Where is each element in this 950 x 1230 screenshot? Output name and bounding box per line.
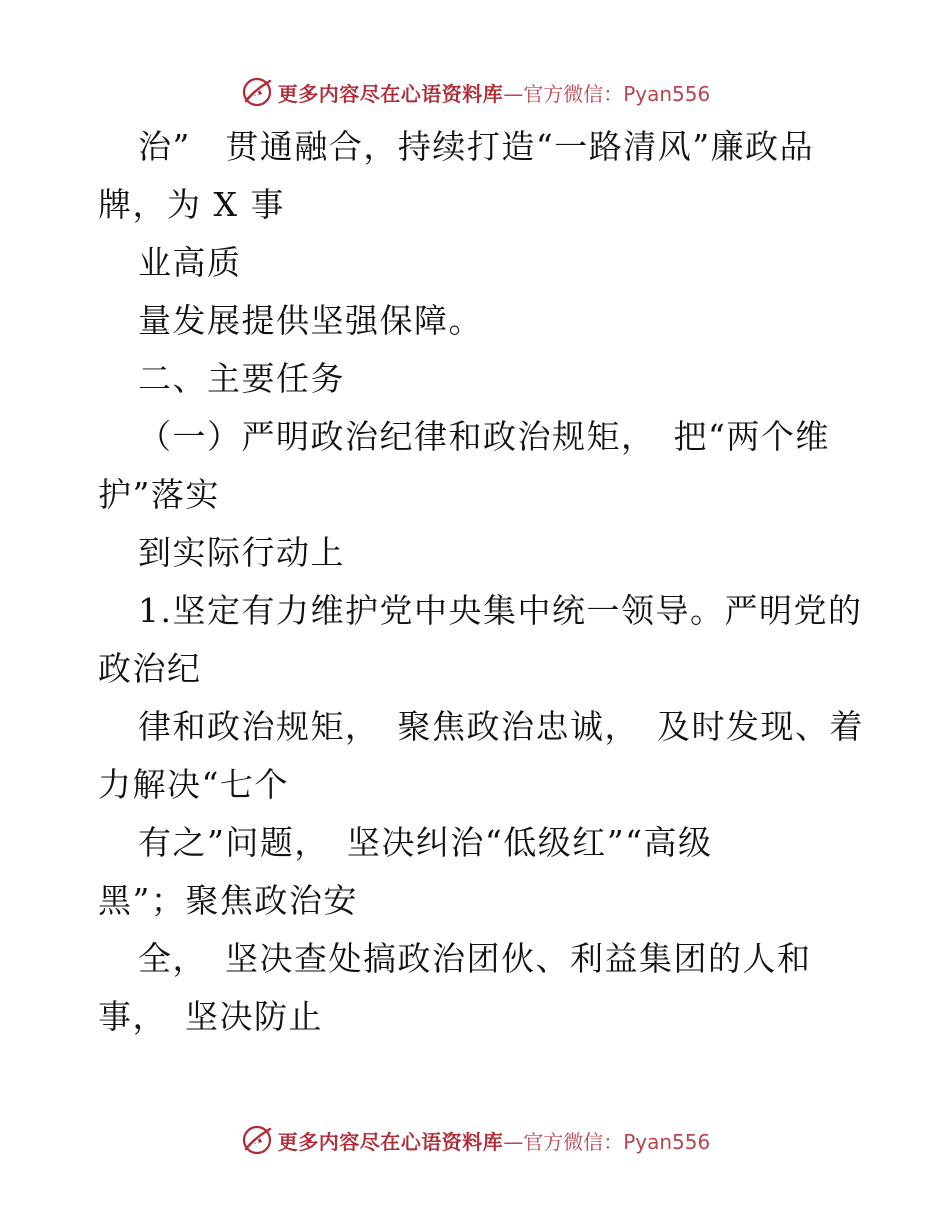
text-line: 护”落实	[98, 475, 220, 514]
text-line: 律和政治规矩， 聚焦政治忠诚， 及时发现、着	[138, 707, 864, 746]
text-line: 1.坚定有力维护党中央集中统一领导。严明党的	[138, 591, 863, 630]
text-line: 有之”问题， 坚决纠治“低级红”“高级	[138, 823, 713, 862]
document-body	[98, 118, 878, 1046]
text-line: 黑”；聚焦政治安	[98, 881, 358, 920]
text-line: 政治纪	[98, 649, 202, 688]
text-line: 事， 坚决防止	[98, 997, 323, 1036]
text-line: 全， 坚决查处搞政治团伙、利益集团的人和	[138, 939, 812, 978]
text-line: 量发展提供坚强保障。	[138, 301, 483, 340]
pen-nib-logo-icon	[240, 1123, 274, 1157]
text-line: 牌，为 X 事	[98, 185, 285, 224]
header-watermark-sub: —官方微信：Pyan556	[503, 81, 711, 106]
text-line: 到实际行动上	[138, 533, 345, 572]
text-line: （一）严明政治纪律和政治规矩， 把“两个维	[138, 417, 830, 456]
footer-watermark-sub: —官方微信：Pyan556	[503, 1129, 711, 1154]
pen-nib-logo-icon	[240, 75, 274, 109]
text-line: 二、主要任务	[138, 359, 345, 398]
header-watermark	[0, 72, 950, 112]
text-line: 业高质	[138, 243, 242, 282]
footer-watermark-main: 更多内容尽在心语资料库	[277, 1129, 504, 1154]
text-line: 治” 贯通融合，持续打造“一路清风”廉政品	[138, 127, 815, 166]
text-line: 力解决“七个	[98, 765, 289, 804]
header-watermark-main: 更多内容尽在心语资料库	[277, 81, 504, 106]
footer-watermark	[0, 1120, 950, 1160]
